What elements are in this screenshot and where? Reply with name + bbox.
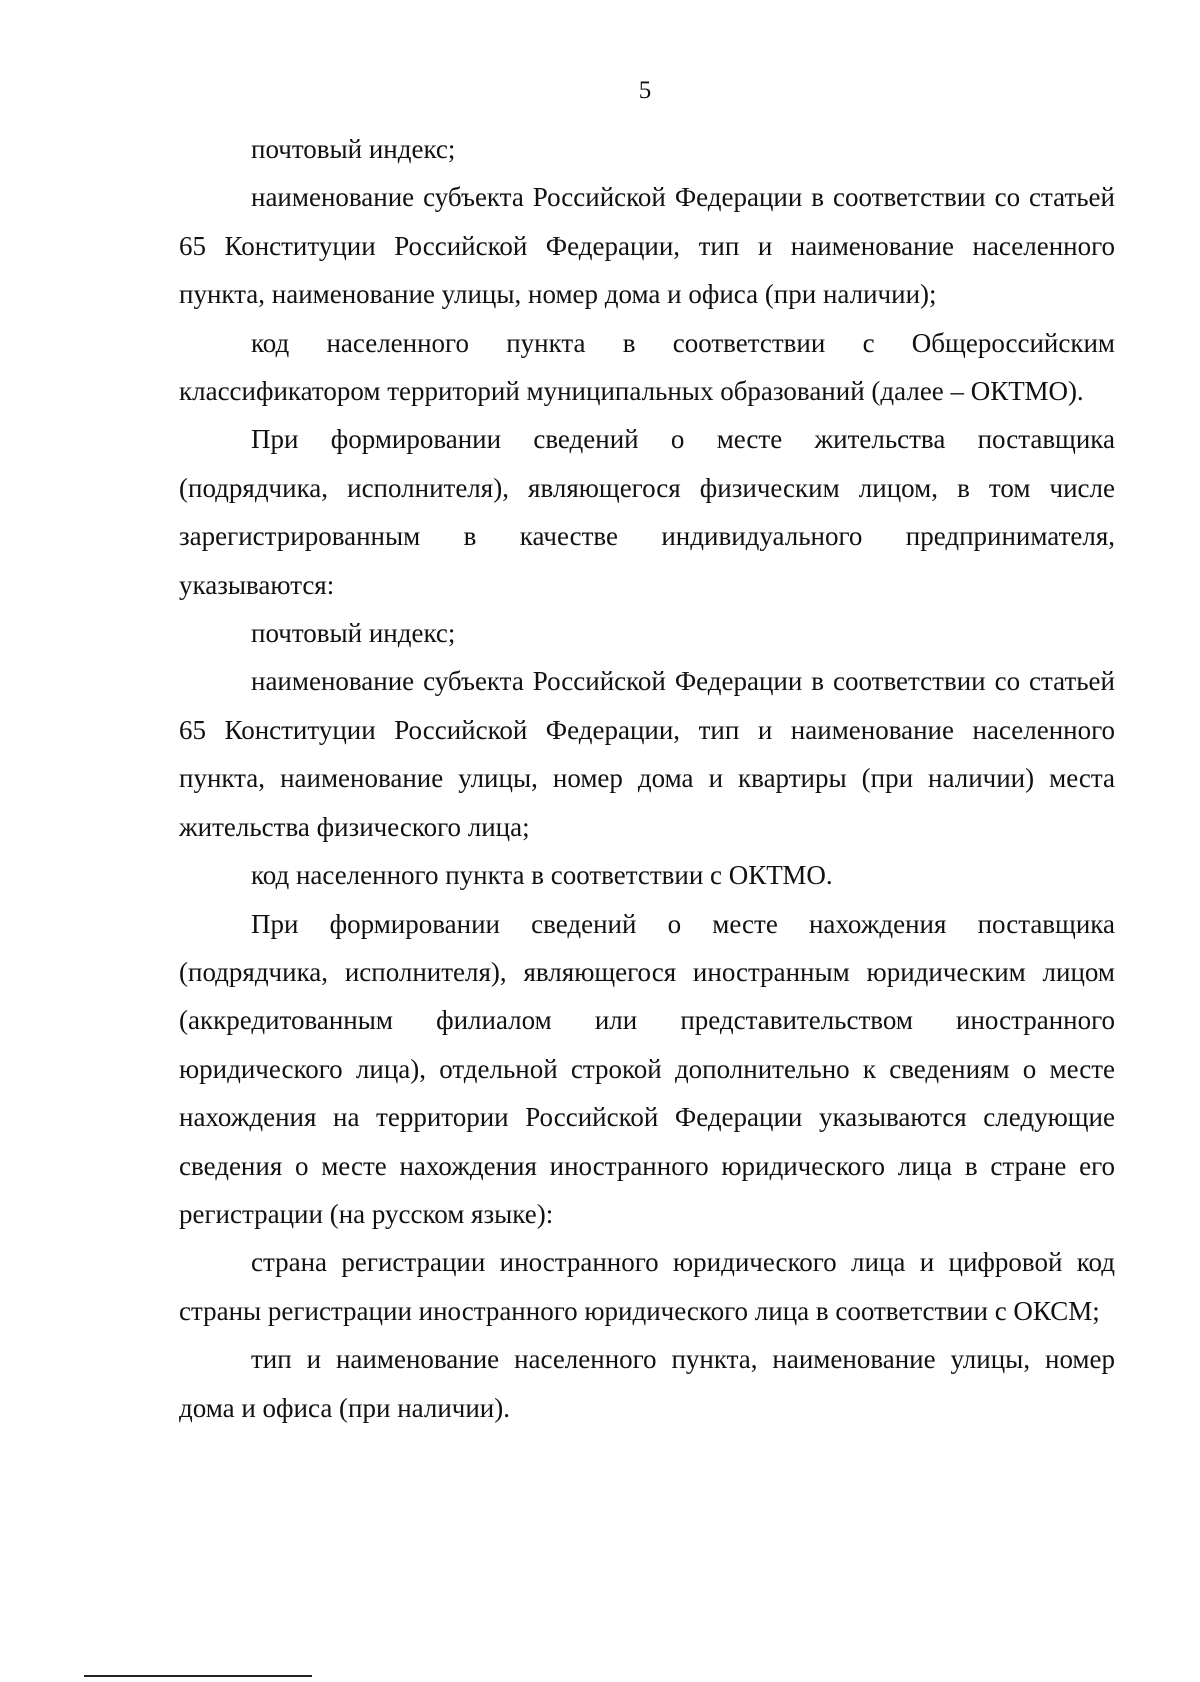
paragraph-subject-address-office: наименование субъекта Российской Федерации в соответствии со статьей 65 Конституции Российской Федерации, тип и наименование населенного пункта, наименование улицы, номер дома и офиса (при наличии); <box>179 182 1115 310</box>
paragraph-postal-index-2: почтовый индекс; <box>251 618 456 649</box>
paragraph-oktmo-code: код населенного пункта в соответствии с ОКТМО. <box>251 860 833 891</box>
paragraph-individual-residence-intro: При формировании сведений о месте жительства поставщика (подрядчика, исполнителя), являющегося физическим лицом, в том числе зарегистрированным в качестве индивидуального предпринимателя, указываются: <box>179 424 1115 600</box>
paragraph-registration-country: страна регистрации иностранного юридического лица и цифровой код страны регистрации иностранного юридического лица в соответствии с ОКСМ; <box>179 1247 1115 1326</box>
paragraph-foreign-entity-intro: При формировании сведений о месте нахождения поставщика (подрядчика, исполнителя), являющегося иностранным юридическим лицом (аккредитованным филиалом или представительством иностранного юридического лица), отдельной строкой дополнительно к сведениям о месте нахождения на территории Российской Федерации указываются следующие сведения о месте нахождения иностранного юридического лица в стране его регистрации (на русском языке): <box>179 908 1115 1229</box>
footer-divider <box>84 1675 312 1677</box>
paragraph-subject-address-apartment: наименование субъекта Российской Федерации в соответствии со статьей 65 Конституции Российской Федерации, тип и наименование населенного пункта, наименование улицы, номер дома и квартиры (при наличии) места жительства физического лица; <box>179 666 1115 842</box>
page-number: 5 <box>638 77 652 104</box>
paragraph-postal-index-1: почтовый индекс; <box>251 134 456 164</box>
document-body <box>179 125 1115 1432</box>
paragraph-oktmo-code-definition: код населенного пункта в соответствии с Общероссийским классификатором территорий муниципальных образований (далее – ОКТМО). <box>179 327 1115 407</box>
paragraph-foreign-address: тип и наименование населенного пункта, наименование улицы, номер дома и офиса (при наличии). <box>179 1344 1115 1423</box>
